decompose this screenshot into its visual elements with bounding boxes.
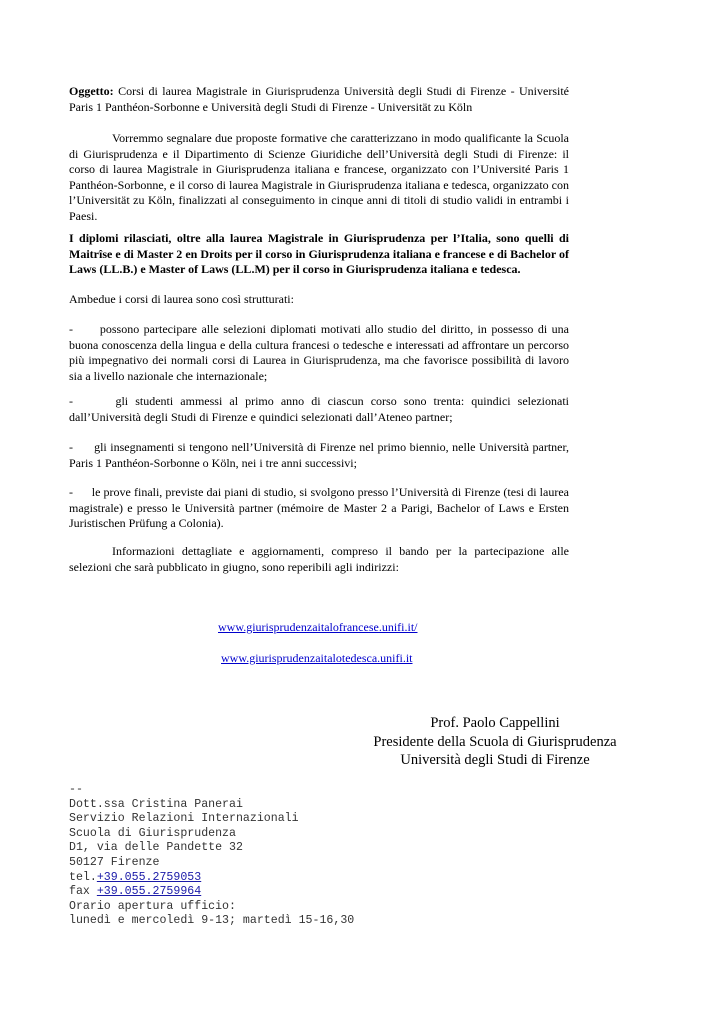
intro-paragraph: Vorremmo segnalare due proposte formative che caratterizzano in modo qualificante la Scuola di Giurisprudenza e il Dipartimento di Scienze Giuridiche dell’Università degli Studi di Firenze: il corso di laurea Magistrale in Giurisprudenza italiana e francese, organizzato con l’Université Paris 1 Panthéon-Sorbonne, e il corso di laurea Magistrale in Giurisprudenza italiana e tedesca, organizzato con l’Universität zu Köln, finalizzati al conseguimento in cinque anni di titoli di studio validi in entrambi i Paesi.	[69, 131, 569, 223]
tel-link[interactable]: +39.055.2759053	[96, 870, 202, 884]
signature-role: Presidente della Scuola di Giurisprudenza	[373, 733, 617, 750]
contact-footer	[69, 783, 489, 929]
link-italo-french[interactable]: www.giurisprudenzaitalofrancese.unifi.it/	[218, 620, 418, 634]
diplomas-paragraph: I diplomi rilasciati, oltre alla laurea Magistrale in Giurisprudenza per l’Italia, sono quelli di Maitrîse e di Master 2 en Droits per il corso in Giurisprudenza italiana e francese e di Bachelor of Laws (LL.B.) e Master of Laws (LL.M) per il corso in Giurisprudenza italiana e tedesca.	[69, 231, 569, 276]
signature-block	[330, 714, 660, 770]
fax-label: fax	[69, 885, 97, 899]
subject-paragraph	[69, 84, 569, 115]
signature-university: Università degli Studi di Firenze	[400, 752, 590, 768]
contact-city: 50127 Firenze	[69, 855, 160, 869]
subject-label: Oggetto:	[69, 84, 114, 98]
signature-name: Prof. Paolo Cappellini	[430, 715, 560, 731]
structure-intro: Ambedue i corsi di laurea sono così strutturati:	[69, 292, 294, 306]
bullet-final-exams: - le prove finali, previste dai piani di studio, si svolgono presso l’Università di Firenze (tesi di laurea magistrale) e presso le Università partner (mémoire de Master 2 a Parigi, Bachelor of Laws e Ersten Juristischen Prüfung a Colonia).	[69, 485, 572, 530]
fax-link[interactable]: +39.055.2759964	[96, 885, 202, 899]
contact-office: Servizio Relazioni Internazionali	[69, 812, 299, 826]
footer-separator: --	[69, 783, 83, 796]
info-paragraph: Informazioni dettagliate e aggiornamenti, compreso il bando per la partecipazione alle selezioni che sarà pubblicato in giugno, sono reperibili agli indirizzi:	[69, 544, 569, 574]
bullet-eligibility: - possono partecipare alle selezioni diplomati motivati allo studio del diritto, in possesso di una buona conoscenza della lingua e della cultura francesi o tedesche e interessati ad affrontare un percorso più impegnativo dei normali corsi di Laurea in Giurisprudenza, ma che favorisce possibilità di lavoro sia a livello nazionale che internazionale;	[69, 322, 572, 383]
contact-address: D1, via delle Pandette 32	[69, 841, 243, 855]
link-italo-german[interactable]: www.giurisprudenzaitalotedesca.unifi.it	[221, 651, 413, 665]
tel-label: tel.	[69, 870, 97, 884]
contact-school: Scuola di Giurisprudenza	[69, 826, 236, 840]
bullet-teaching: - gli insegnamenti si tengono nell’Università di Firenze nel primo biennio, nelle Università partner, Paris 1 Panthéon-Sorbonne o Köln, nei i tre anni successivi;	[69, 440, 572, 470]
contact-fax-line	[69, 885, 489, 900]
contact-tel-line	[69, 871, 489, 886]
bullet-students: - gli studenti ammessi al primo anno di ciascun corso sono trenta: quindici selezionati dall’Università degli Studi di Firenze e quindici selezionati dall’Ateneo partner;	[69, 394, 572, 424]
office-hours: lunedì e mercoledì 9-13; martedì 15-16,30	[69, 914, 355, 928]
subject-text: Corsi di laurea Magistrale in Giurisprudenza Università degli Studi di Firenze - Université Paris 1 Panthéon-Sorbonne e Università degli Studi di Firenze - Universität zu Köln	[69, 84, 569, 114]
office-hours-label: Orario apertura ufficio:	[69, 899, 236, 913]
contact-name: Dott.ssa Cristina Panerai	[69, 797, 243, 811]
